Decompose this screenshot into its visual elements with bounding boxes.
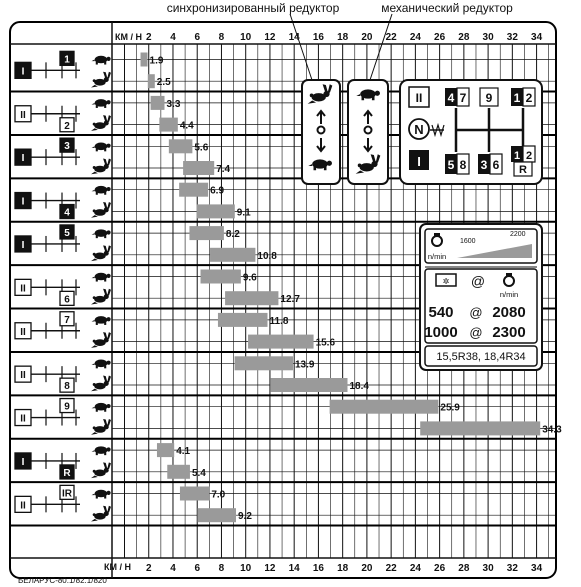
tick-label: 2	[145, 563, 152, 574]
neutral-label: N	[414, 122, 424, 137]
speed-label: 4.1	[176, 446, 191, 458]
tick-label: 6	[194, 32, 201, 43]
speed-label: 9.6	[242, 272, 257, 284]
range-label: I	[21, 456, 25, 468]
tick-label: 16	[312, 563, 324, 574]
gear-number-label: 4	[64, 207, 70, 219]
rpm-high-label: 2200	[510, 231, 526, 238]
tick-label: 26	[434, 32, 446, 43]
speed-bar	[197, 204, 235, 218]
tick-label: 14	[288, 32, 300, 43]
tick-label: 24	[409, 563, 421, 574]
speed-label: 5.6	[194, 142, 209, 154]
speed-bar	[201, 270, 241, 284]
range-II-label: II	[415, 91, 423, 105]
speed-label: 13.9	[294, 359, 315, 371]
rabbit-icon	[91, 332, 111, 348]
range-label: II	[20, 283, 26, 295]
gear-4-label: 4	[447, 91, 455, 105]
gear-7-label: 7	[459, 91, 467, 105]
turtle-icon	[92, 490, 111, 499]
tick-label: 18	[337, 32, 349, 43]
tick-label: 2	[145, 32, 152, 43]
rabbit-icon	[91, 289, 111, 305]
gear-number-label: 8	[64, 381, 70, 393]
turtle-icon	[92, 186, 111, 195]
speed-label: 6.9	[210, 185, 225, 197]
speed-bar	[180, 487, 209, 501]
tick-label: 4	[170, 32, 176, 43]
speed-label: 7.4	[216, 164, 231, 175]
speed-bar	[189, 226, 223, 240]
tick-label: 10	[240, 563, 252, 574]
rabbit-icon	[91, 462, 111, 478]
gear-number-label: 7	[64, 314, 70, 326]
speed-bar	[197, 508, 236, 522]
sync-gearbox-label: синхронизированный редуктор	[166, 1, 340, 15]
gear-2-bottom-label: 2	[525, 150, 533, 162]
tick-label: 8	[218, 32, 225, 43]
tick-label: 16	[312, 32, 324, 43]
rpm-low-label: 1600	[460, 238, 476, 245]
gear-number-label: 2	[64, 120, 70, 132]
speed-icons	[91, 56, 111, 522]
speed-bar	[248, 335, 314, 349]
speed-bar	[179, 183, 208, 197]
mech-pointer-line	[370, 14, 392, 80]
tick-label: 30	[482, 32, 494, 43]
speed-label: 4.4	[179, 120, 194, 132]
speed-bar	[159, 118, 177, 132]
rpm-2300-label: 2300	[492, 324, 526, 341]
speed-label: 9.1	[236, 207, 251, 219]
speed-label: 2.5	[156, 77, 171, 89]
rabbit-icon	[91, 202, 111, 218]
rpm-unit-mid: n/min	[499, 290, 519, 299]
range-label: II	[20, 500, 26, 512]
range-label: I	[21, 153, 25, 165]
speed-bar	[330, 400, 439, 414]
speed-bar	[420, 421, 540, 435]
tick-label: 18	[337, 563, 349, 574]
speed-label: 18.4	[349, 381, 369, 392]
mech-gearbox-label: механический редуктор	[381, 1, 513, 15]
rabbit-icon	[91, 506, 111, 522]
speed-label: 25.9	[440, 402, 460, 414]
pto-1000-at: @	[469, 325, 483, 340]
speed-label: 7.0	[211, 489, 226, 501]
gear-number-label: 3	[64, 141, 70, 153]
tick-label: 20	[361, 32, 373, 43]
tick-label: 32	[506, 563, 518, 574]
gear-R-label: R	[519, 164, 527, 176]
range-label: I	[21, 66, 25, 78]
turtle-icon	[92, 99, 111, 108]
gear-6-label: 6	[492, 158, 500, 172]
speed-bar	[235, 356, 293, 370]
speed-bar	[210, 248, 255, 262]
tick-labels-bottom	[146, 563, 543, 574]
turtle-icon	[92, 143, 111, 152]
turtle-icon	[92, 403, 111, 412]
tick-label: 22	[385, 563, 397, 574]
rpm-unit-top: n/min	[427, 252, 447, 261]
tick-label: 28	[458, 563, 470, 574]
gear-1-bottom-label: 1	[513, 150, 521, 162]
tick-label: 6	[194, 563, 201, 574]
at-symbol-header: @	[470, 273, 486, 289]
gear-8-label: 8	[459, 158, 467, 172]
sync-pointer-line	[290, 14, 312, 80]
sync-gearbox-panel	[302, 80, 340, 184]
tick-labels-top	[146, 32, 543, 43]
gear-range-symbols	[15, 51, 80, 512]
gear-2-top-label: 2	[525, 91, 533, 105]
speed-bar	[270, 378, 347, 392]
gear-number-label: IR	[62, 488, 72, 500]
speed-label: 11.8	[269, 315, 289, 327]
speed-bar	[157, 443, 174, 457]
range-label: I	[21, 239, 25, 251]
turtle-icon	[92, 446, 111, 455]
speed-bar	[167, 465, 190, 479]
rabbit-icon	[91, 376, 111, 392]
tick-label: 12	[264, 563, 276, 574]
model-label: БЕЛАРУС-80.1/82.1/820	[18, 576, 107, 585]
rabbit-icon	[91, 159, 111, 175]
tick-label: 26	[434, 563, 446, 574]
unit-label-top: КМ / Н	[115, 32, 142, 42]
speed-bar	[148, 74, 155, 88]
range-label: II	[20, 109, 26, 121]
speed-bar	[218, 313, 268, 327]
turtle-icon	[92, 56, 111, 65]
speed-label: 12.7	[280, 294, 300, 306]
rpm-2080-label: 2080	[492, 304, 526, 321]
speed-bar	[225, 291, 278, 305]
speed-label: 10.8	[257, 250, 277, 262]
gear-number-label: 1	[64, 54, 70, 66]
tick-label: 4	[170, 563, 176, 574]
tick-label: 22	[385, 32, 397, 43]
range-label: I	[21, 196, 25, 208]
tick-label: 28	[458, 32, 470, 43]
tick-label: 14	[288, 563, 300, 574]
gear-number-label: 5	[64, 227, 70, 239]
pto-1000-label: 1000	[424, 324, 458, 341]
tick-label: 12	[264, 32, 276, 43]
turtle-icon	[92, 273, 111, 282]
turtle-icon	[92, 316, 111, 325]
rabbit-icon	[91, 115, 111, 131]
speed-label: 3.3	[166, 98, 181, 110]
gear-5-label: 5	[447, 158, 455, 172]
turtle-icon	[92, 360, 111, 369]
rabbit-icon	[91, 419, 111, 435]
range-label: II	[20, 370, 26, 382]
tick-label: 20	[361, 563, 373, 574]
range-label: II	[20, 413, 26, 425]
turtle-icon	[92, 229, 111, 238]
gear-1-top-label: 1	[513, 91, 521, 105]
rabbit-icon	[91, 245, 111, 261]
shift-pattern-panel	[400, 80, 542, 184]
range-I-label: I	[417, 154, 421, 169]
gear-number-label: 9	[64, 401, 70, 413]
tick-label: 24	[409, 32, 421, 43]
unit-label-bottom: КМ / Н	[104, 562, 131, 572]
pto-540-label: 540	[428, 304, 454, 321]
gear-number-label: R	[63, 467, 71, 479]
rabbit-icon	[91, 72, 111, 88]
speed-label: 8.2	[225, 229, 240, 241]
mech-gearbox-panel	[348, 80, 388, 184]
speed-bar	[169, 139, 193, 153]
gear-9-label: 9	[485, 91, 493, 105]
tire-sizes-label: 15,5R38, 18,4R34	[436, 351, 526, 363]
speed-label: 15.6	[315, 337, 336, 349]
pto-540-at: @	[469, 305, 483, 320]
speed-bar	[183, 161, 214, 175]
speed-bar	[151, 96, 165, 110]
tick-label: 8	[218, 563, 225, 574]
tick-label: 32	[506, 32, 518, 43]
tick-label: 34	[531, 563, 543, 574]
speed-bar	[141, 53, 148, 67]
speed-label: 5.4	[191, 467, 206, 479]
tick-label: 30	[482, 563, 494, 574]
speed-label: 9.2	[238, 511, 252, 523]
svg-text:✲: ✲	[442, 277, 450, 286]
tick-label: 34	[531, 32, 543, 43]
gear-number-label: 6	[64, 294, 70, 306]
speed-label: 1.9	[149, 55, 164, 67]
engine-pto-panel	[420, 224, 542, 370]
tick-label: 10	[240, 32, 252, 43]
range-label: II	[20, 326, 26, 338]
gear-3-label: 3	[480, 158, 488, 172]
speed-label: 34.3	[542, 424, 562, 436]
